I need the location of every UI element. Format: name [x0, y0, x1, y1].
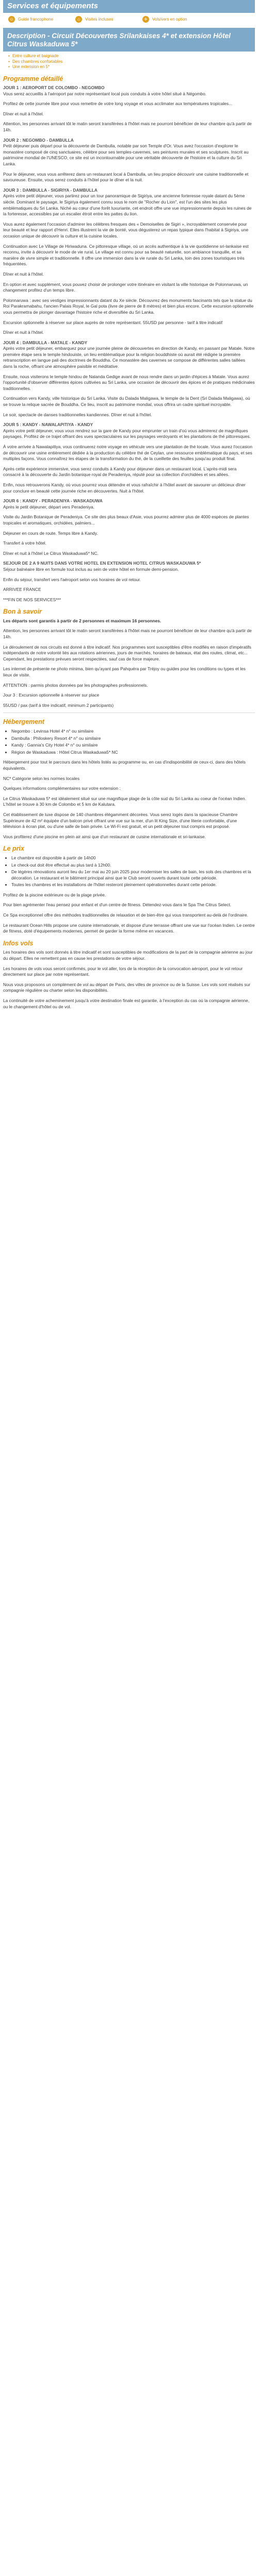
- program-paragraph: Déjeuner en cours de route. Temps libre à Kandy.: [3, 530, 98, 536]
- program-day-title: JOUR 2 : NEGOMBO - DAMBULLA: [3, 137, 74, 143]
- flight-icon: ✈: [142, 16, 149, 23]
- list-item: • Kandy : Gannia's City Hotel 4* n° ou similaire: [11, 742, 255, 749]
- program-paragraph: Séjour balnéaire libre en formule tout inclus au sein de votre hôtel en formule demi-pension.: [3, 566, 179, 572]
- good-to-know-subtitle: Les départs sont garantis à partir de 2 personnes et maximum 16 personnes.: [3, 618, 162, 623]
- feature-label: Visites incluses: [85, 16, 114, 22]
- paragraph: Ce Spa exceptionnel offre des méthodes traditionnelles de relaxation et de bien-être qui vous transportent au-delà de l'ordinaire.: [3, 912, 248, 918]
- list-item: • Le check-out doit être effectué au plus tard à 12h00.: [11, 862, 255, 869]
- program-day-title: SEJOUR DE 2 A 9 NUITS DANS VOTRE HOTEL EN EXTENSION HOTEL CITRUS WASKADUWA 5*: [3, 561, 201, 566]
- paragraph: 55USD / pax (tarif à titre indicatif, minimum 2 participants): [3, 702, 114, 708]
- list-item: • Le chambre est disponible à partir de 14h00: [11, 855, 255, 861]
- program-paragraph: Visite du Jardin Botanique de Peradeniya. Ce site des plus beaux d'Asie, vous pourrez admirer plus de 4000 espèces de plantes tropicales et aromatiques, orchidées, palmiers...: [3, 514, 249, 526]
- list-item: • Toutes les chambres et les installations de l'hôtel resteront pleinement opérationnelles durant cette période.: [11, 882, 255, 888]
- program-paragraph: Vous aurez également l'occasion d'admirer les célèbres fresques des « Demoiselles de Sigiri », incroyablement conservée pour leur beauté et leur rapport d'Henri. Elles illustrent la vie de bonté, vous dégusterez un repas typique dans l'habitat à Sigiriya, une occasion unique de découvrir la culture et la cuisine locales.: [3, 221, 249, 239]
- feature-guide: [8, 16, 75, 23]
- hebergement-section: [3, 759, 255, 840]
- hebergement-title: Hébergement: [3, 718, 44, 726]
- paragraph: Pour bien agrémenter l'eau pensez pour enfant et d'un centre de fitness. Détendez-vous dans le Spa The Citrus Select.: [3, 902, 232, 908]
- program-paragraph: Profitez de cette journée libre pour vous remettre de votre long voyage et vous acclimater aux températures tropicales...: [3, 101, 233, 107]
- program-day: [3, 422, 255, 494]
- program-day-title: JOUR 6 : KANDY - PERADENIYA - WASKADUWA: [3, 498, 103, 504]
- program-paragraph: À votre arrivée à Nawalapitiya, vous continuerez notre voyage en véhicule vers une plantation de thé locale. Vous aurez l'occasion de découvrir une usine entièrement dédiée à la production du célèbre thé de Ceylan, une ressource emblématique du pays, et ses multiples façons. Vous connaîtrez les étapes de la transformation du thé, de la cueillette des feuilles jusqu'au produit final.: [3, 444, 252, 462]
- feature-flights: [142, 16, 209, 23]
- features-list: [3, 13, 255, 26]
- program-title: Programme détaillé: [3, 75, 63, 82]
- program-day: [3, 498, 255, 556]
- program-paragraph: Dîner et nuit à l'hôtel.: [3, 271, 44, 277]
- program-day: [3, 138, 255, 183]
- feature-visits: [75, 16, 142, 23]
- program-paragraph: Attention, les personnes arrivant tôt le matin seront transférées à l'hôtel mais ne pourront bénéficier de leur chambre qu'à partir de 14h.: [3, 121, 252, 133]
- program-section: [3, 85, 255, 603]
- highlight-item: ▪ Des chambres confortables: [12, 59, 255, 65]
- program-day: [3, 85, 255, 133]
- program-paragraph: Après cette expérience immersive, vous serez conduits à Kandy pour déjeuner dans un restaurant local. L'après-midi sera consacré à la découverte du Jardin botanique royal de Peradeniya, réputé pour sa collection d'orchidées et ses allées.: [3, 466, 237, 478]
- program-paragraph: Enfin du séjour, transfert vers l'aéroport selon vos horaires de vol retour.: [3, 577, 141, 582]
- program-day: [3, 561, 255, 603]
- paragraph: Les internet de présente ne photo minima, bien qu'ayant pas Pahquéra par Tréjoy ou guides pour les conditions ou types et les lieux de visite.: [3, 666, 246, 678]
- feature-label: Guide francophone: [18, 16, 54, 22]
- price-section: [3, 892, 255, 935]
- services-header: Services et équipements: [3, 0, 255, 13]
- paragraph: Profitez de la piscine extérieure ou de la plage privée.: [3, 892, 106, 897]
- guide-icon: ☺: [8, 16, 15, 23]
- list-item: • Negombo : Levinsa Hotel 4* n° ou similaire: [11, 728, 255, 735]
- program-paragraph: Polonnaruwa : avec ses vestiges impressionnants datant du Xe siècle. Découvrez des monuments fascinants tels que la statue du Roi Parakramabahu, l'ancien Palais Royal, le Gal pota (livre de pierre de 8 mètres) et bien plus encore. Cette excursion optionnelle vous permettra de plonger davantage l'histoire riche et diversifiée du Sri Lanka.: [3, 297, 254, 315]
- program-day-title: JOUR 4 : DAMBULLA - MATALE - KANDY: [3, 340, 88, 345]
- program-paragraph: Transfert à votre hôtel.: [3, 540, 46, 546]
- good-to-know-title: Bon à savoir: [3, 608, 42, 616]
- highlight-item: ▪ Entre culture et baignade: [12, 54, 255, 59]
- vols-title: Infos vols: [3, 939, 34, 947]
- program-paragraph: Continuation vers Kandy, ville historique du Sri Lanka. Visite du Dalada Maligawa, le temple de la Dent (Sri Dalada Maligawa), où se trouve la relique sacrée de Bouddha. Ce lieu, inscrit au patrimoine mondial, vous offrira un cadre spirituel incroyable.: [3, 396, 250, 408]
- program-day-title: JOUR 5 : KANDY - NAWALAPITIYA - KANDY: [3, 422, 93, 428]
- program-day-title: JOUR 3 : DAMBULLA - SIGIRIYA - DAMBULLA: [3, 187, 98, 193]
- program-paragraph: Pour le déjeuner, vous vous arrêterez dans un restaurant local à Dambulla, un lieu propice découvrir une cuisine traditionnelle et savoureuse. Ensuite, vous serez conduits à l'hôtel pour le dîner et la nuit.: [3, 171, 249, 183]
- paragraph: Les horaires des vols sont donnés à titre indicatif et sont susceptibles de modifications de la part de la compagnie aérienne au jour du départ. Elles ne remettent pas en cause les prestations de votre séjour.: [3, 950, 253, 961]
- vols-section: [3, 950, 255, 1010]
- paragraph: Les horaires de vols vous seront confirmés, pour le vol aller, lors de la réception de la convocation aéroport, pour le vol retour directement sur place par notre représentant.: [3, 965, 243, 977]
- program-paragraph: Enfin, nous retrouverons Kandy, où vous pourrez vous détendre et vous rafraîchir à l'hôtel avant de savourer un délicieux dîner pour conclure en beauté cette journée riche en découvertes. Nuit à l'hôtel.: [3, 482, 246, 494]
- program-paragraph: Après votre petit déjeuner, vous partirez pour un tour panoramique de Sigiriya, une ancienne forteresse royale datant du 5ème siècle. Dominant le paysage, le Sigiriya également connu sous le nom de "Rocher du Lion", est l'un des sites les plus emblématiques du Sri Lanka. Niché au cœur d'une forêt luxuriante, cet endroit offre une vue impressionnante depuis les ruines de la forteresse, accessibles par un escalier étroit entre les pattes du lion.: [3, 193, 252, 217]
- program-paragraph: Continuation avec Le Village de Hiriwaduna. Ce pittoresque village, où un accès authentique à la vie quotidienne sri-lankaise est reconnu, invite à découvrir le mode de vie rural. Le village est connu pour sa beauté naturelle, son ambiance tranquille, et sa manière de vivre simple et traditionnelle. Il offre une immersion dans la vie rurale du Sri Lanka, loin des zones touristiques très fréquentées.: [3, 243, 249, 267]
- program-paragraph: Le soir, spectacle de danses traditionnelles kandiennes. Dîner et nuit à l'hôtel.: [3, 412, 152, 417]
- program-paragraph: ***FIN DE NOS SERVICES***: [3, 597, 61, 602]
- program-paragraph: ARRIVEE FRANCE: [3, 587, 41, 592]
- list-item: • De légères rénovations auront lieu du 1er mai au 20 juin 2025 pour moderniser les salles de bain, les sols des chambres et la décoration. Le restaurant et le bâtiment principal ainsi que le Club seront ouverts durant toute cette période.: [11, 869, 255, 881]
- program-day: [3, 188, 255, 278]
- program-paragraph: Petit déjeuner puis départ pour la découverte de Dambulla, notable par son Temple d'Or. Vous avez l'occasion d'explorer le monastère composé de cinq sanctuaires, célèbre pour ses temples-cavernes, ses peintures murales et ses sculptures. Inscrit au patrimoine mondial de l'UNESCO, ce site est un incontournable pour une véritable découverte de l'histoire et la culture du Sri Lanka.: [3, 143, 249, 167]
- paragraph: ATTENTION : parmis photos données par les photographes professionnels.: [3, 682, 148, 688]
- program-paragraph: Dîner et nuit à l'hôtel.: [3, 111, 44, 116]
- program-paragraph: Après le petit déjeuner, départ vers Peradeniya.: [3, 504, 94, 510]
- program-paragraph: Après votre petit déjeuner, vous vous rendrez sur la gare de Kandy pour emprunter un train d'où vous admirerez de magnifiques paysages. Profitez de ce trajet offrant des vues spectaculaires sur les paysages verdoyants et les plantations de thé pittoresques.: [3, 428, 251, 439]
- price-list: [11, 855, 255, 888]
- program-paragraph: Après votre petit déjeuner, embarquez pour une journée pleine de découvertes en direction de Kandy, en passant par Matale. Notre première étape sera le temple hindouiste, un lieu emblématique pour la religion bouddhiste où aurait été rédigée la première retranscription en langue pali des doctrines de Bouddha. Ce monastère des cavernes se compose de différentes salles taillées dans la roche, offrant une atmosphère paisible et méditative.: [3, 346, 255, 369]
- program-day-title: JOUR 1 : AEROPORT DE COLOMBO - NEGOMBO: [3, 85, 105, 91]
- hebergement-list: [11, 728, 255, 755]
- highlight-item: ▪ Une extension en 5*: [12, 64, 255, 70]
- paragraph: Jour 3 : Excursion optionnelle à réserver sur place: [3, 692, 100, 698]
- paragraph: Hébergement pour tout le parcours dans les hôtels listés au programme ou, en cas d'indisponibilité de ceux-ci, dans des hôtels équivalents.: [3, 759, 246, 771]
- program-day: [3, 340, 255, 418]
- program-paragraph: Dîner et nuit à l'hôtel.: [3, 330, 44, 335]
- program-paragraph: Excursion optionnelle à réserver sur place auprès de notre représentant. 55USD par personne - tarif à titre indicatif: [3, 319, 223, 325]
- price-title: Le prix: [3, 845, 24, 853]
- program-paragraph: En option et avec supplément, vous pouvez choisir de prolonger votre itinéraire en visitant la ville historique de Polonnaruwa, un changement profitez d'un temps libre.: [3, 281, 248, 293]
- paragraph: Cet établissement de luxe dispose de 140 chambres élégamment décorées. Vous serez logés dans la spacieuse Chambre Supérieure de 42 m² équipée d'un balcon privé offrant une vue sur la mer, d'un lit King Size, d'une literie confortable, d'une télévision à écran plat, ou d'une salle de bain privée. Le Wi-Fi est gratuit, et un petit déjeuner tout compris est proposé.: [3, 811, 238, 829]
- highlights-list: [12, 54, 255, 70]
- paragraph: Quelques informations complémentaires sur votre extension :: [3, 786, 121, 791]
- list-item: • Dambulla : Philoskery Resort 4* n° ou similaire: [11, 736, 255, 742]
- program-paragraph: Ensuite, nous visiterons le temple hindou de Nalanda Gedige avant de nous rendre dans un jardin d'épices à Matale. Vous aurez l'opportunité d'observer différentes épices cultivées au Sri Lanka, une occasion de découvrir des épices et de pratiques médicinales traditionnelles.: [3, 374, 255, 391]
- visit-icon: ⌂: [75, 16, 82, 23]
- description-header: Description - Circuit Découvertes Srilankaises 4* et extension Hôtel Citrus Waskaduwa 5*: [3, 28, 255, 52]
- paragraph: Vous profiterez d'une piscine en plein air ainsi que d'un restaurant de cuisine internationale et sri-lankaise.: [3, 834, 206, 839]
- good-to-know-section: [3, 628, 255, 708]
- paragraph: Attention, les personnes arrivant tôt le matin seront transférées à l'hôtel mais ne pourront bénéficier de leur chambre qu'à partir de 14h.: [3, 628, 252, 640]
- paragraph: Le Citrus Waskaduwa 5* est idéalement situé sur une magnifique plage de la côte sud du Sri Lanka au coeur de l'océan Indien. L'hôtel se trouve à 30 km de Colombo et 5 km de Kalutara.: [3, 795, 247, 807]
- feature-label: Vols/vers en option: [152, 16, 187, 22]
- program-paragraph: Dîner et nuit à l'hôtel Le Citrus Waskaduwa5* NC.: [3, 550, 99, 556]
- paragraph: Le restaurant Ocean Hills propose une cuisine internationale, et dispose d'une terrasse offrant une vue sur l'océan Indien. Le centre de fitness, doté d'équipements modernes, permet de garder la forme même en vacances.: [3, 922, 255, 934]
- program-day: [3, 282, 255, 336]
- list-item: • Région de Waskaduwa : Hôtel Citrus Waskaduwa5* NC: [11, 750, 255, 756]
- paragraph: Nous vous proposons un complément de vol au départ de Paris, des villes de province ou de la Suisse. Les vols sont réalisés sur compagnie régulière ou charter selon les disponibilités.: [3, 981, 251, 993]
- paragraph: La continuité de votre acheminement jusqu'à votre destination finale est garantie, à l'exception du cas où la compagnie aérienne, ou le changement d'hôtel ou de vol.: [3, 998, 250, 1009]
- paragraph: Le déroulement de nos circuits est donné à titre indicatif. Nos programmes sont susceptibles d'être modifiés en raison d'impératifs indépendants de notre volonté liés aux rotations aériennes, jours de marchés, horaires de bateaux, état des routes, climat, etc... Cependant, les prestations prévues seront respectées, sauf cas de force majeure.: [3, 644, 251, 662]
- program-paragraph: Vous serez accueillis à l'aéroport par notre représentant local puis conduits à votre hôtel situé à Négombo.: [3, 91, 207, 96]
- paragraph: NC* Catégorie selon les normes locales: [3, 775, 80, 781]
